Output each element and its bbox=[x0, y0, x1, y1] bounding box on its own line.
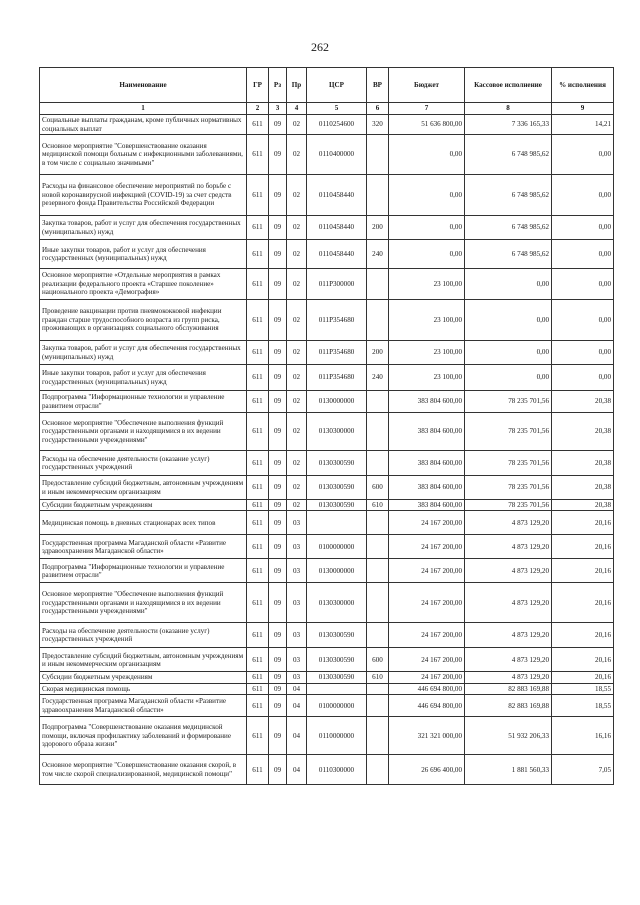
header-pr: Пр bbox=[287, 68, 307, 103]
cell-cash: 82 883 169,88 bbox=[465, 695, 552, 717]
cell-gr: 611 bbox=[247, 672, 269, 683]
cell-name: Социальные выплаты гражданам, кроме публичных нормативных социальных выплат bbox=[40, 115, 247, 135]
table-row bbox=[40, 216, 614, 240]
cell-vr: 600 bbox=[367, 648, 389, 672]
cell-vr bbox=[367, 559, 389, 583]
column-number: 9 bbox=[552, 103, 614, 115]
cell-gr: 611 bbox=[247, 476, 269, 500]
cell-pr: 03 bbox=[287, 535, 307, 559]
cell-pr: 02 bbox=[287, 115, 307, 135]
cell-csr: 0110300000 bbox=[307, 755, 367, 785]
table-row bbox=[40, 115, 614, 135]
table-row bbox=[40, 175, 614, 216]
cell-csr: 0110458440 bbox=[307, 216, 367, 240]
cell-name: Подпрограмма "Совершенствование оказания медицинской помощи, включая профилактику заболеваний и формирование здорового образа жизни" bbox=[40, 717, 247, 755]
cell-csr: 0130300000 bbox=[307, 413, 367, 451]
cell-percent: 20,16 bbox=[552, 559, 614, 583]
cell-percent: 0,00 bbox=[552, 269, 614, 300]
cell-pr: 02 bbox=[287, 216, 307, 240]
column-number: 8 bbox=[465, 103, 552, 115]
cell-cash: 6 748 985,62 bbox=[465, 240, 552, 269]
cell-pr: 02 bbox=[287, 269, 307, 300]
cell-cash: 82 883 169,88 bbox=[465, 683, 552, 694]
cell-rz: 09 bbox=[269, 535, 287, 559]
page-number: 262 bbox=[311, 40, 329, 54]
cell-budget: 23 100,00 bbox=[389, 365, 465, 391]
table-row bbox=[40, 391, 614, 413]
cell-pr: 02 bbox=[287, 365, 307, 391]
cell-percent: 20,16 bbox=[552, 672, 614, 683]
cell-vr: 320 bbox=[367, 115, 389, 135]
cell-budget: 24 167 200,00 bbox=[389, 583, 465, 623]
cell-cash: 4 873 129,20 bbox=[465, 672, 552, 683]
cell-csr: 0130300590 bbox=[307, 672, 367, 683]
cell-vr bbox=[367, 695, 389, 717]
cell-vr bbox=[367, 755, 389, 785]
cell-percent: 18,55 bbox=[552, 695, 614, 717]
cell-budget: 24 167 200,00 bbox=[389, 511, 465, 535]
cell-rz: 09 bbox=[269, 648, 287, 672]
cell-budget: 383 804 600,00 bbox=[389, 391, 465, 413]
cell-percent: 0,00 bbox=[552, 365, 614, 391]
cell-csr: 0110458440 bbox=[307, 240, 367, 269]
cell-pr: 02 bbox=[287, 413, 307, 451]
cell-budget: 24 167 200,00 bbox=[389, 559, 465, 583]
table-row bbox=[40, 511, 614, 535]
cell-pr: 03 bbox=[287, 648, 307, 672]
cell-rz: 09 bbox=[269, 683, 287, 694]
cell-percent: 0,00 bbox=[552, 300, 614, 341]
cell-gr: 611 bbox=[247, 216, 269, 240]
cell-budget: 446 694 800,00 bbox=[389, 683, 465, 694]
cell-csr: 0130300590 bbox=[307, 623, 367, 648]
cell-name: Субсидии бюджетным учреждениям bbox=[40, 672, 247, 683]
cell-rz: 09 bbox=[269, 559, 287, 583]
cell-budget: 0,00 bbox=[389, 175, 465, 216]
table-row bbox=[40, 648, 614, 672]
cell-cash: 6 748 985,62 bbox=[465, 175, 552, 216]
cell-name: Субсидии бюджетным учреждениям bbox=[40, 500, 247, 511]
cell-name: Государственная программа Магаданской области «Развитие здравоохранения Магаданской области» bbox=[40, 535, 247, 559]
cell-rz: 09 bbox=[269, 623, 287, 648]
header-budget: Бюджет bbox=[389, 68, 465, 103]
cell-budget: 0,00 bbox=[389, 240, 465, 269]
cell-vr: 610 bbox=[367, 500, 389, 511]
header-percent: % исполнения bbox=[552, 68, 614, 103]
table-row bbox=[40, 500, 614, 511]
table-row bbox=[40, 672, 614, 683]
cell-budget: 0,00 bbox=[389, 135, 465, 175]
cell-csr: 011P300000 bbox=[307, 269, 367, 300]
cell-budget: 26 696 400,00 bbox=[389, 755, 465, 785]
cell-vr bbox=[367, 269, 389, 300]
cell-cash: 78 235 701,56 bbox=[465, 451, 552, 476]
cell-pr: 03 bbox=[287, 672, 307, 683]
cell-name: Закупка товаров, работ и услуг для обеспечения государственных (муниципальных) нужд bbox=[40, 216, 247, 240]
cell-gr: 611 bbox=[247, 511, 269, 535]
cell-name: Расходы на обеспечение деятельности (оказание услуг) государственных учреждений bbox=[40, 451, 247, 476]
cell-rz: 09 bbox=[269, 476, 287, 500]
cell-rz: 09 bbox=[269, 341, 287, 365]
cell-rz: 09 bbox=[269, 365, 287, 391]
cell-gr: 611 bbox=[247, 300, 269, 341]
cell-csr: 0110458440 bbox=[307, 175, 367, 216]
column-number: 3 bbox=[269, 103, 287, 115]
table-row bbox=[40, 413, 614, 451]
cell-vr: 600 bbox=[367, 476, 389, 500]
cell-budget: 0,00 bbox=[389, 216, 465, 240]
cell-name: Государственная программа Магаданской области «Развитие здравоохранения Магаданской области» bbox=[40, 695, 247, 717]
cell-cash: 0,00 bbox=[465, 365, 552, 391]
cell-name: Основное мероприятие «Отдельные мероприятия в рамках реализации федерального проекта «Старшее поколение» национального проекта «Демография» bbox=[40, 269, 247, 300]
cell-rz: 09 bbox=[269, 500, 287, 511]
cell-percent: 14,21 bbox=[552, 115, 614, 135]
cell-gr: 611 bbox=[247, 583, 269, 623]
cell-percent: 0,00 bbox=[552, 175, 614, 216]
cell-cash: 4 873 129,20 bbox=[465, 559, 552, 583]
cell-rz: 09 bbox=[269, 135, 287, 175]
cell-budget: 51 636 800,00 bbox=[389, 115, 465, 135]
cell-name: Иные закупки товаров, работ и услуг для обеспечения государственных (муниципальных) нужд bbox=[40, 240, 247, 269]
cell-vr bbox=[367, 583, 389, 623]
cell-percent: 20,38 bbox=[552, 391, 614, 413]
cell-budget: 24 167 200,00 bbox=[389, 535, 465, 559]
cell-name: Основное мероприятие "Совершенствование оказания медицинской помощи больным с инфекционными заболеваниями, в том числе с социально значимыми" bbox=[40, 135, 247, 175]
column-number: 4 bbox=[287, 103, 307, 115]
table-row bbox=[40, 535, 614, 559]
table-row bbox=[40, 559, 614, 583]
cell-csr: 0100000000 bbox=[307, 695, 367, 717]
cell-pr: 02 bbox=[287, 391, 307, 413]
cell-gr: 611 bbox=[247, 115, 269, 135]
cell-percent: 20,38 bbox=[552, 500, 614, 511]
cell-csr: 0130300000 bbox=[307, 583, 367, 623]
header-rz: Рз bbox=[269, 68, 287, 103]
column-number: 1 bbox=[40, 103, 247, 115]
table-row bbox=[40, 365, 614, 391]
cell-vr bbox=[367, 511, 389, 535]
cell-cash: 0,00 bbox=[465, 341, 552, 365]
column-number: 7 bbox=[389, 103, 465, 115]
cell-csr: 0130300590 bbox=[307, 476, 367, 500]
cell-cash: 0,00 bbox=[465, 300, 552, 341]
cell-cash: 0,00 bbox=[465, 269, 552, 300]
column-number: 2 bbox=[247, 103, 269, 115]
column-number: 6 bbox=[367, 103, 389, 115]
cell-rz: 09 bbox=[269, 216, 287, 240]
cell-cash: 51 932 206,33 bbox=[465, 717, 552, 755]
cell-cash: 78 235 701,56 bbox=[465, 391, 552, 413]
cell-percent: 20,38 bbox=[552, 413, 614, 451]
cell-csr: 0130300590 bbox=[307, 500, 367, 511]
cell-pr: 02 bbox=[287, 476, 307, 500]
cell-csr: 011P354680 bbox=[307, 365, 367, 391]
cell-gr: 611 bbox=[247, 755, 269, 785]
cell-name: Подпрограмма "Информационные технологии и управление развитием отрасли" bbox=[40, 391, 247, 413]
cell-cash: 7 336 165,33 bbox=[465, 115, 552, 135]
cell-percent: 0,00 bbox=[552, 216, 614, 240]
cell-cash: 78 235 701,56 bbox=[465, 476, 552, 500]
header-csr: ЦСР bbox=[307, 68, 367, 103]
cell-vr bbox=[367, 717, 389, 755]
cell-rz: 09 bbox=[269, 755, 287, 785]
cell-csr: 0130300590 bbox=[307, 648, 367, 672]
cell-cash: 6 748 985,62 bbox=[465, 135, 552, 175]
cell-csr: 011P354680 bbox=[307, 341, 367, 365]
cell-budget: 446 694 800,00 bbox=[389, 695, 465, 717]
cell-name: Иные закупки товаров, работ и услуг для обеспечения государственных (муниципальных) нужд bbox=[40, 365, 247, 391]
cell-gr: 611 bbox=[247, 500, 269, 511]
cell-name: Основное мероприятие "Обеспечение выполнения функций государственными органами и находящимися в их ведении государственными учреждениями" bbox=[40, 583, 247, 623]
cell-cash: 6 748 985,62 bbox=[465, 216, 552, 240]
header-name: Наименование bbox=[40, 68, 247, 103]
cell-cash: 78 235 701,56 bbox=[465, 500, 552, 511]
table-row bbox=[40, 240, 614, 269]
cell-pr: 02 bbox=[287, 135, 307, 175]
cell-vr bbox=[367, 391, 389, 413]
budget-table bbox=[39, 67, 614, 785]
table-row bbox=[40, 683, 614, 694]
table-row bbox=[40, 269, 614, 300]
cell-rz: 09 bbox=[269, 175, 287, 216]
cell-csr: 011P354680 bbox=[307, 300, 367, 341]
cell-percent: 20,16 bbox=[552, 511, 614, 535]
cell-rz: 09 bbox=[269, 451, 287, 476]
cell-budget: 23 100,00 bbox=[389, 269, 465, 300]
cell-vr: 610 bbox=[367, 672, 389, 683]
cell-budget: 383 804 600,00 bbox=[389, 413, 465, 451]
cell-pr: 03 bbox=[287, 583, 307, 623]
cell-budget: 23 100,00 bbox=[389, 300, 465, 341]
cell-cash: 4 873 129,20 bbox=[465, 535, 552, 559]
header-gr: ГР bbox=[247, 68, 269, 103]
cell-vr: 200 bbox=[367, 216, 389, 240]
cell-gr: 611 bbox=[247, 175, 269, 216]
table-row bbox=[40, 451, 614, 476]
cell-gr: 611 bbox=[247, 240, 269, 269]
cell-vr: 240 bbox=[367, 240, 389, 269]
cell-gr: 611 bbox=[247, 451, 269, 476]
cell-gr: 611 bbox=[247, 623, 269, 648]
table-row bbox=[40, 755, 614, 785]
cell-name: Предоставление субсидий бюджетным, автономным учреждениям и иным некоммерческим организациям bbox=[40, 648, 247, 672]
cell-csr: 0130000000 bbox=[307, 559, 367, 583]
cell-csr: 0110400000 bbox=[307, 135, 367, 175]
cell-gr: 611 bbox=[247, 391, 269, 413]
cell-vr bbox=[367, 535, 389, 559]
cell-gr: 611 bbox=[247, 683, 269, 694]
table-body bbox=[40, 115, 614, 785]
column-number: 5 bbox=[307, 103, 367, 115]
table-row bbox=[40, 583, 614, 623]
cell-csr: 0110254600 bbox=[307, 115, 367, 135]
cell-rz: 09 bbox=[269, 240, 287, 269]
table-row bbox=[40, 623, 614, 648]
cell-rz: 09 bbox=[269, 511, 287, 535]
table-row bbox=[40, 717, 614, 755]
cell-name: Основное мероприятие "Совершенствование оказания скорой, в том числе скорой специализированной, медицинской помощи" bbox=[40, 755, 247, 785]
cell-name: Расходы на обеспечение деятельности (оказание услуг) государственных учреждений bbox=[40, 623, 247, 648]
cell-percent: 20,16 bbox=[552, 583, 614, 623]
cell-vr bbox=[367, 451, 389, 476]
table-row bbox=[40, 695, 614, 717]
cell-percent: 20,16 bbox=[552, 623, 614, 648]
cell-budget: 24 167 200,00 bbox=[389, 672, 465, 683]
cell-budget: 383 804 600,00 bbox=[389, 476, 465, 500]
cell-percent: 20,38 bbox=[552, 451, 614, 476]
table-row bbox=[40, 341, 614, 365]
cell-vr bbox=[367, 623, 389, 648]
cell-gr: 611 bbox=[247, 717, 269, 755]
cell-cash: 4 873 129,20 bbox=[465, 511, 552, 535]
cell-rz: 09 bbox=[269, 300, 287, 341]
header-row bbox=[40, 68, 614, 103]
table-row bbox=[40, 300, 614, 341]
cell-name: Подпрограмма "Информационные технологии и управление развитием отрасли" bbox=[40, 559, 247, 583]
cell-cash: 78 235 701,56 bbox=[465, 413, 552, 451]
cell-percent: 20,38 bbox=[552, 476, 614, 500]
cell-pr: 02 bbox=[287, 451, 307, 476]
cell-vr bbox=[367, 300, 389, 341]
cell-pr: 04 bbox=[287, 717, 307, 755]
table-row bbox=[40, 476, 614, 500]
cell-pr: 02 bbox=[287, 175, 307, 216]
cell-cash: 4 873 129,20 bbox=[465, 583, 552, 623]
cell-vr bbox=[367, 683, 389, 694]
cell-pr: 02 bbox=[287, 500, 307, 511]
cell-rz: 09 bbox=[269, 583, 287, 623]
cell-rz: 09 bbox=[269, 717, 287, 755]
cell-gr: 611 bbox=[247, 269, 269, 300]
cell-gr: 611 bbox=[247, 695, 269, 717]
cell-vr bbox=[367, 135, 389, 175]
cell-csr: 0100000000 bbox=[307, 535, 367, 559]
cell-rz: 09 bbox=[269, 695, 287, 717]
cell-pr: 04 bbox=[287, 683, 307, 694]
cell-percent: 20,16 bbox=[552, 648, 614, 672]
header-cash: Кассовое исполнение bbox=[465, 68, 552, 103]
table-row bbox=[40, 135, 614, 175]
cell-percent: 0,00 bbox=[552, 135, 614, 175]
cell-budget: 383 804 600,00 bbox=[389, 451, 465, 476]
cell-pr: 02 bbox=[287, 240, 307, 269]
cell-gr: 611 bbox=[247, 535, 269, 559]
cell-gr: 611 bbox=[247, 135, 269, 175]
cell-budget: 24 167 200,00 bbox=[389, 648, 465, 672]
cell-name: Проведение вакцинации против пневмококковой инфекции граждан старше трудоспособного возраста из групп риска, проживающих в организациях социального обслуживания bbox=[40, 300, 247, 341]
cell-name: Медицинская помощь в дневных стационарах всех типов bbox=[40, 511, 247, 535]
cell-percent: 7,05 bbox=[552, 755, 614, 785]
cell-percent: 18,55 bbox=[552, 683, 614, 694]
cell-rz: 09 bbox=[269, 672, 287, 683]
cell-pr: 02 bbox=[287, 300, 307, 341]
cell-budget: 23 100,00 bbox=[389, 341, 465, 365]
cell-cash: 4 873 129,20 bbox=[465, 648, 552, 672]
cell-percent: 0,00 bbox=[552, 341, 614, 365]
cell-vr bbox=[367, 413, 389, 451]
cell-gr: 611 bbox=[247, 365, 269, 391]
cell-gr: 611 bbox=[247, 559, 269, 583]
cell-name: Основное мероприятие "Обеспечение выполнения функций государственными органами и находящимися в их ведении государственными учреждениями" bbox=[40, 413, 247, 451]
cell-budget: 24 167 200,00 bbox=[389, 623, 465, 648]
cell-name: Закупка товаров, работ и услуг для обеспечения государственных (муниципальных) нужд bbox=[40, 341, 247, 365]
cell-name: Предоставление субсидий бюджетным, автономным учреждениям и иным некоммерческим организациям bbox=[40, 476, 247, 500]
cell-cash: 1 881 560,33 bbox=[465, 755, 552, 785]
cell-percent: 0,00 bbox=[552, 240, 614, 269]
cell-rz: 09 bbox=[269, 391, 287, 413]
cell-csr bbox=[307, 511, 367, 535]
cell-name: Скорая медицинская помощь bbox=[40, 683, 247, 694]
cell-pr: 04 bbox=[287, 755, 307, 785]
cell-pr: 04 bbox=[287, 695, 307, 717]
cell-csr: 0130300590 bbox=[307, 451, 367, 476]
cell-vr: 200 bbox=[367, 341, 389, 365]
cell-rz: 09 bbox=[269, 115, 287, 135]
cell-pr: 03 bbox=[287, 623, 307, 648]
cell-budget: 383 804 600,00 bbox=[389, 500, 465, 511]
cell-gr: 611 bbox=[247, 648, 269, 672]
cell-csr: 0110000000 bbox=[307, 717, 367, 755]
cell-name: Расходы на финансовое обеспечение мероприятий по борьбе с новой коронавирусной инфекцией (COVID-19) за счет средств резервного фонда Правительства Российской Федерации bbox=[40, 175, 247, 216]
cell-vr bbox=[367, 175, 389, 216]
cell-rz: 09 bbox=[269, 269, 287, 300]
cell-pr: 03 bbox=[287, 511, 307, 535]
column-number-row bbox=[40, 103, 614, 115]
cell-gr: 611 bbox=[247, 413, 269, 451]
header-vr: ВР bbox=[367, 68, 389, 103]
cell-percent: 16,16 bbox=[552, 717, 614, 755]
cell-budget: 321 321 000,00 bbox=[389, 717, 465, 755]
cell-gr: 611 bbox=[247, 341, 269, 365]
cell-csr bbox=[307, 683, 367, 694]
cell-rz: 09 bbox=[269, 413, 287, 451]
cell-pr: 03 bbox=[287, 559, 307, 583]
cell-csr: 0130000000 bbox=[307, 391, 367, 413]
cell-percent: 20,16 bbox=[552, 535, 614, 559]
cell-vr: 240 bbox=[367, 365, 389, 391]
cell-cash: 4 873 129,20 bbox=[465, 623, 552, 648]
cell-pr: 02 bbox=[287, 341, 307, 365]
